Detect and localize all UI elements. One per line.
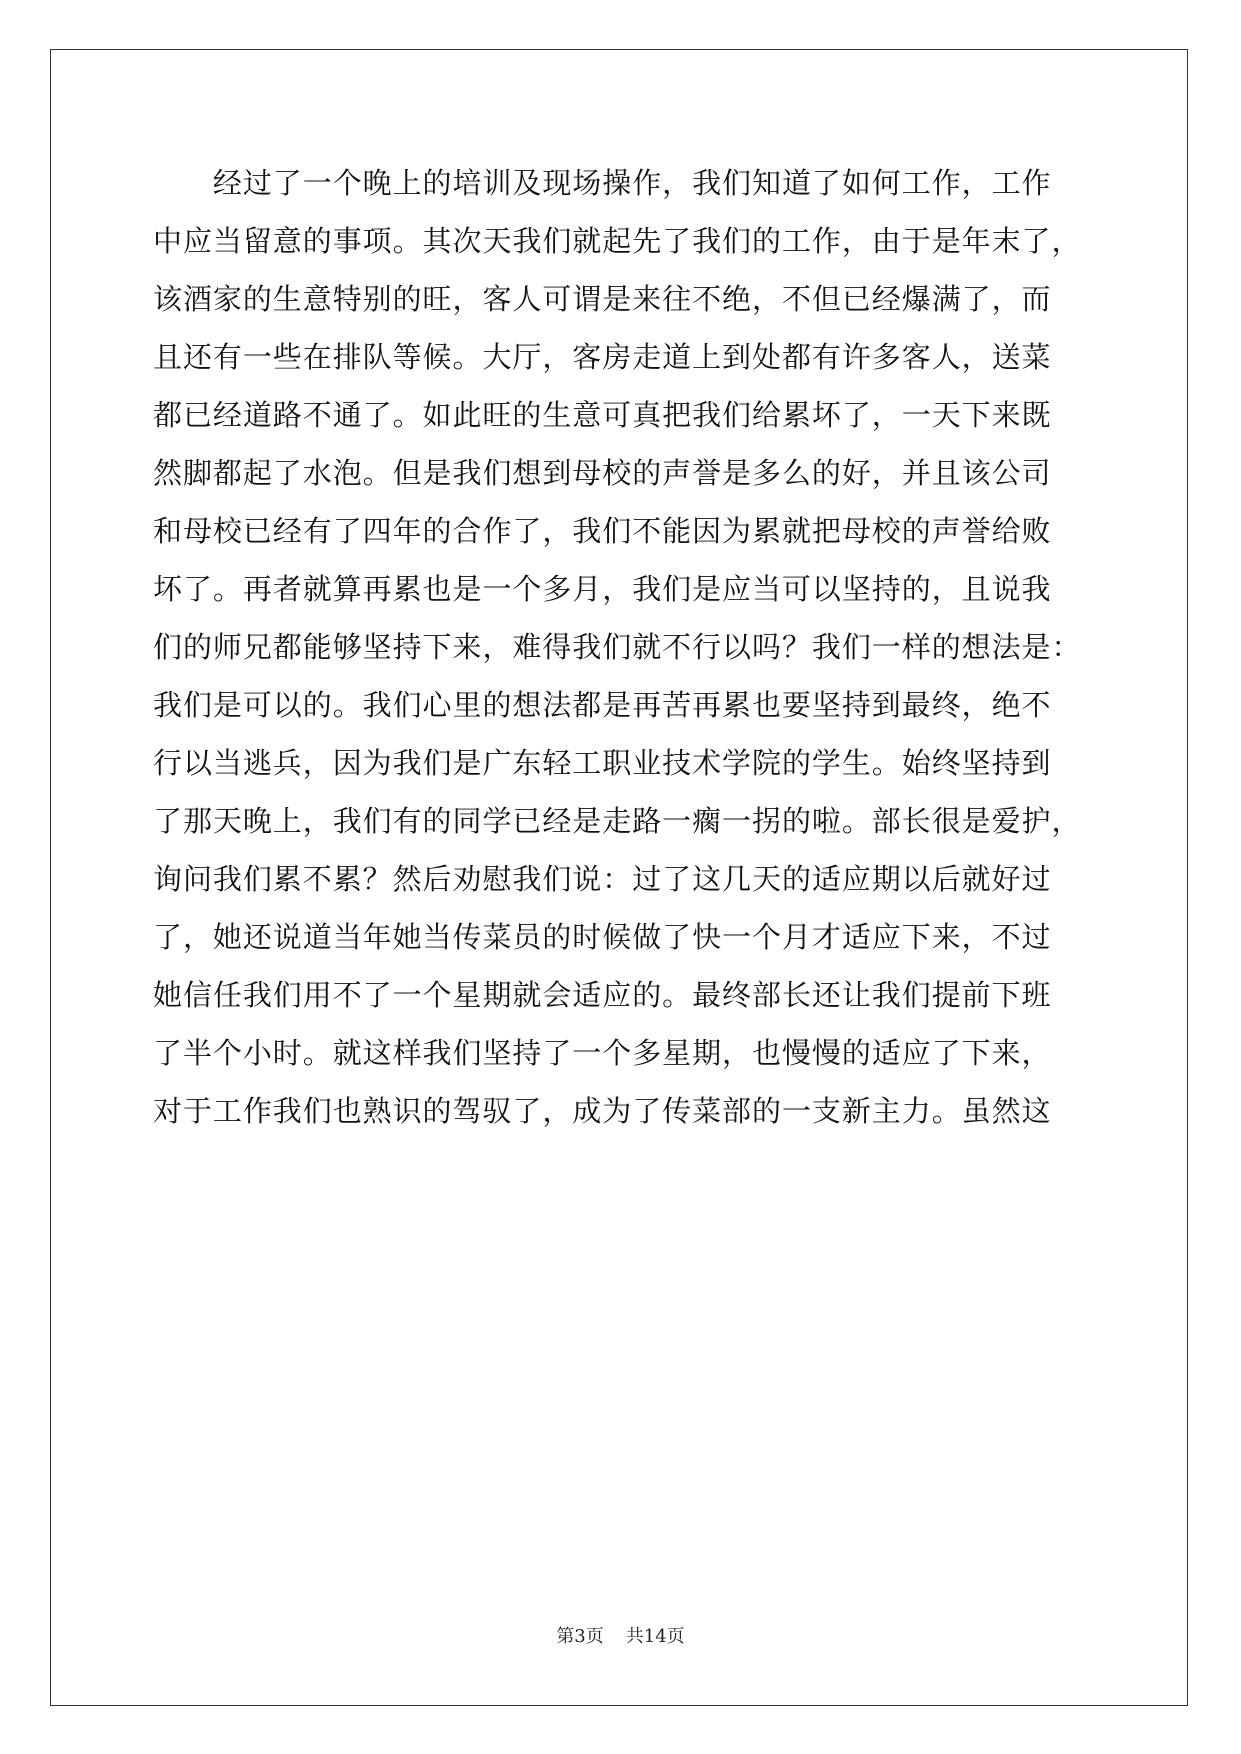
paragraph-line: 了那天晚上，我们有的同学已经是走路一瘸一拐的啦。部长很是爱护， bbox=[153, 804, 1082, 838]
paragraph-line: 中应当留意的事项。其次天我们就起先了我们的工作，由于是年末了， bbox=[153, 224, 1082, 258]
paragraph-line: 我们是可以的。我们心里的想法都是再苦再累也要坚持到最终，绝不 bbox=[153, 688, 1052, 722]
paragraph-line: 经过了一个晚上的培训及现场操作，我们知道了如何工作，工作 bbox=[153, 166, 1052, 200]
paragraph-line: 然脚都起了水泡。但是我们想到母校的声誉是多么的好，并且该公司 bbox=[153, 456, 1052, 490]
paragraph-line: 且还有一些在排队等候。大厅，客房走道上到处都有许多客人，送菜 bbox=[153, 340, 1052, 374]
paragraph-line: 们的师兄都能够坚持下来，难得我们就不行以吗？我们一样的想法是： bbox=[153, 630, 1082, 664]
page-total: 共14页 bbox=[625, 1626, 685, 1647]
paragraph-line: 坏了。再者就算再累也是一个多月，我们是应当可以坚持的，且说我 bbox=[153, 572, 1052, 606]
paragraph-line: 对于工作我们也熟识的驾驭了，成为了传菜部的一支新主力。虽然这 bbox=[153, 1094, 1052, 1128]
paragraph-line: 询问我们累不累？然后劝慰我们说：过了这几天的适应期以后就好过 bbox=[153, 862, 1052, 896]
page-number: 第3页 bbox=[556, 1626, 604, 1647]
paragraph-line: 都已经道路不通了。如此旺的生意可真把我们给累坏了，一天下来既 bbox=[153, 398, 1052, 432]
page-footer bbox=[0, 1625, 1241, 1649]
paragraph-line: 她信任我们用不了一个星期就会适应的。最终部长还让我们提前下班 bbox=[153, 978, 1052, 1012]
paragraph-line: 和母校已经有了四年的合作了，我们不能因为累就把母校的声誉给败 bbox=[153, 514, 1052, 548]
paragraph-line: 该酒家的生意特别的旺，客人可谓是来往不绝，不但已经爆满了，而 bbox=[153, 282, 1052, 316]
paragraph-line: 了半个小时。就这样我们坚持了一个多星期，也慢慢的适应了下来， bbox=[153, 1036, 1052, 1070]
paragraph-line: 行以当逃兵，因为我们是广东轻工职业技术学院的学生。始终坚持到 bbox=[153, 746, 1052, 780]
paragraph-line: 了，她还说道当年她当传菜员的时候做了快一个月才适应下来，不过 bbox=[153, 920, 1052, 954]
